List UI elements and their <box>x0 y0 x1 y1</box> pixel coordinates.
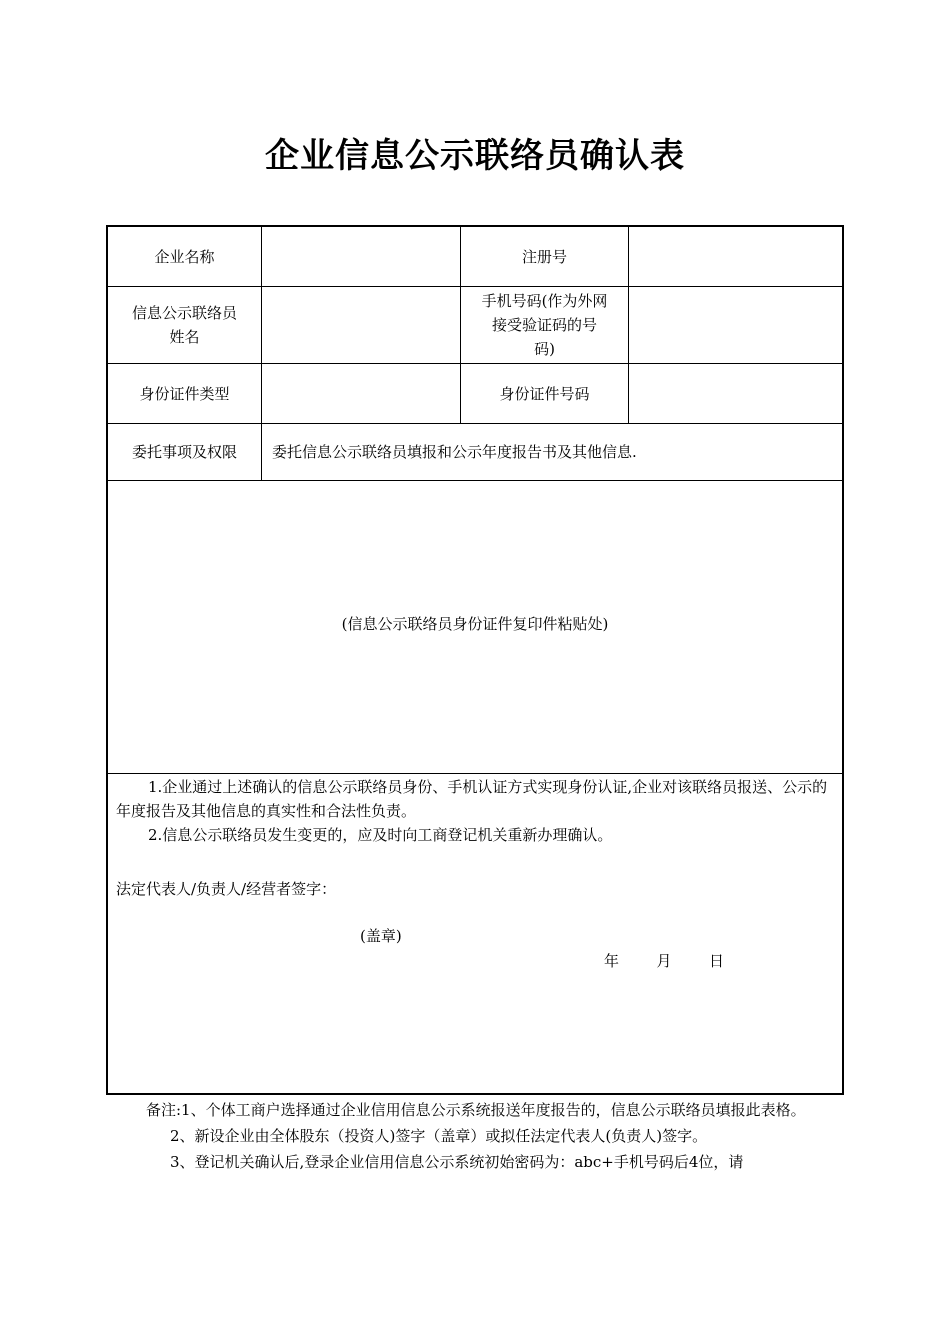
authority-value: 委托信息公示联络员填报和公示年度报告书及其他信息. <box>272 443 637 461</box>
mobile-number-field[interactable] <box>629 287 842 363</box>
notes-section <box>146 1098 826 1176</box>
id-number-label: 身份证件号码 <box>499 384 590 403</box>
registration-number-label: 注册号 <box>521 247 567 266</box>
note-3: 3、登记机关确认后,登录企业信用信息公示系统初始密码为：abc+手机号码后4位，请 <box>170 1153 744 1171</box>
id-type-label: 身份证件类型 <box>139 384 230 403</box>
mobile-number-label <box>461 287 628 363</box>
company-name-field[interactable] <box>262 227 460 286</box>
statement-1: 1.企业通过上述确认的信息公示联络员身份、手机认证方式实现身份认证,企业对该联络员报送、公示的年度报告及其他信息的真实性和合法性负责。 <box>116 778 828 820</box>
confirmation-form-table <box>106 225 844 1095</box>
liaison-name-label-line: 姓名 <box>169 328 200 346</box>
company-name-label: 企业名称 <box>154 247 215 266</box>
id-type-field[interactable] <box>262 364 460 423</box>
id-copy-paste-area: (信息公示联络员身份证件复印件粘贴处) <box>341 615 609 633</box>
seal-label: (盖章) <box>360 927 402 945</box>
statements-block <box>116 775 840 847</box>
liaison-name-label <box>108 287 261 363</box>
statement-2: 2.信息公示联络员发生变更的，应及时向工商登记机关重新办理确认。 <box>148 826 613 844</box>
mobile-number-label-line: 码) <box>534 340 555 358</box>
date-line <box>604 949 724 973</box>
liaison-name-label-line: 信息公示联络员 <box>131 304 237 322</box>
liaison-name-field[interactable] <box>262 287 460 363</box>
id-number-field[interactable] <box>629 364 842 423</box>
note-1: 备注:1、个体工商户选择通过企业信用信息公示系统报送年度报告的，信息公示联络员填报此表格。 <box>146 1101 806 1119</box>
mobile-number-label-line: 接受验证码的号 <box>491 316 597 334</box>
date-year: 年 <box>604 952 620 970</box>
date-month: 月 <box>656 952 672 970</box>
note-2: 2、新设企业由全体股东（投资人)签字（盖章）或拟任法定代表人(负责人)签字。 <box>170 1127 708 1145</box>
registration-number-field[interactable] <box>629 227 842 286</box>
signature-label: 法定代表人/负责人/经营者签字： <box>116 880 337 898</box>
authority-label: 委托事项及权限 <box>131 443 237 461</box>
page-title: 企业信息公示联络员确认表 <box>265 136 685 176</box>
mobile-number-label-line: 手机号码(作为外网 <box>481 292 608 310</box>
row-divider <box>108 773 842 774</box>
date-day: 日 <box>708 952 724 970</box>
